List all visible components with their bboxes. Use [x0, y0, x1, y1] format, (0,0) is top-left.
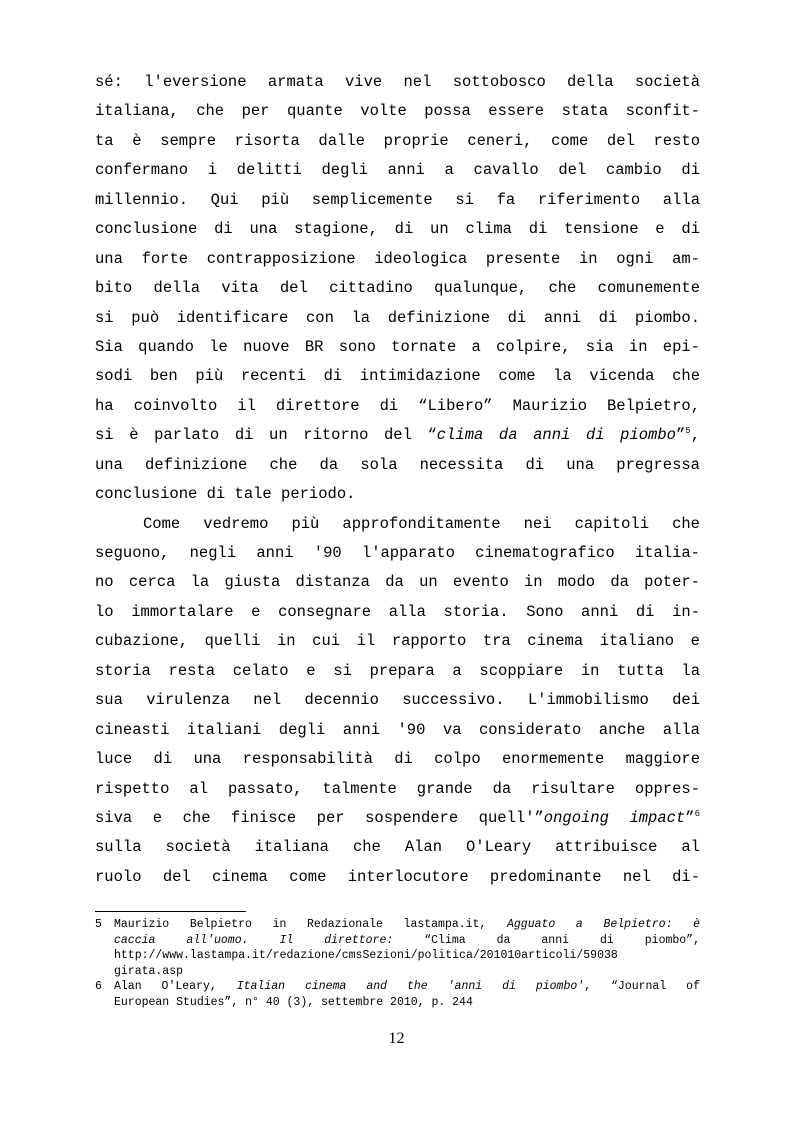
footnote-number: 6	[95, 980, 102, 994]
footnote-6	[95, 979, 700, 1010]
text-line: si può identificare con la definizione di anni di piombo.	[95, 308, 700, 327]
body-text	[95, 68, 700, 892]
footnote-ref[interactable]: 5	[685, 426, 691, 437]
text-run: ,	[690, 426, 700, 445]
text-line: Come vedremo più approfonditamente nei capitoli che	[143, 514, 700, 533]
text-line: storia resta celato e si prepara a scoppiare in tutta la	[95, 661, 700, 680]
text-line: bito della vita del cittadino qualunque, che comunemente	[95, 279, 700, 298]
text-run: si è parlato di un ritorno del “	[95, 426, 437, 445]
url-text[interactable]: http://www.lastampa.it/redazione/cmsSezioni/politica/201010articoli/59038	[114, 949, 618, 963]
text-line: italiana, che per quante volte possa essere stata sconfit-	[95, 102, 700, 121]
text-line: rispetto al passato, talmente grande da risultare oppres-	[95, 779, 700, 798]
text-line: una forte contrapposizione ideologica presente in ogni am-	[95, 249, 700, 268]
text-line: millennio. Qui più semplicemente si fa riferimento alla	[95, 190, 700, 209]
footnote-number: 5	[95, 918, 102, 931]
quoted-phrase: ongoing impact	[543, 808, 686, 827]
text-line: no cerca la giusta distanza da un evento in modo da poter-	[95, 573, 700, 592]
footnote-url-line[interactable]	[114, 964, 700, 980]
quoted-phrase: clima da anni di piombo	[436, 426, 676, 445]
text-run: ”	[685, 808, 695, 827]
text-line: cubazione, quelli in cui il rapporto tra cinema italiano e	[95, 632, 700, 651]
text-line: conclusione di una stagione, di un clima di tensione e di	[95, 220, 700, 239]
text-run: European Studies”, n° 40 (3), settembre 2010, p. 244	[114, 995, 473, 1009]
text-line: sua virulenza nel decennio successivo. L'immobilismo dei	[95, 691, 700, 710]
text-line: sé: l'eversione armata vive nel sottobosco della società	[95, 73, 700, 91]
text-line: conclusione di tale periodo.	[95, 485, 356, 504]
footnote-url-line[interactable]	[114, 948, 700, 964]
footnote-line	[114, 979, 700, 995]
footnote-separator	[95, 911, 246, 912]
text-line: cineasti italiani degli anni '90 va considerato anche alla	[95, 720, 700, 739]
text-line: luce di una responsabilità di colpo enormemente maggiore	[95, 750, 700, 769]
footnote-line	[114, 917, 700, 933]
text-run: Alan O'Leary,	[114, 980, 237, 994]
text-run: “Clima da anni di piombo”,	[393, 933, 700, 947]
text-line: sulla società italiana che Alan O'Leary attribuisce al	[95, 838, 700, 857]
text-line: ha coinvolto il direttore di “Libero” Maurizio Belpietro,	[95, 396, 700, 415]
article-title: Italian cinema and the 'anni di piombo'	[236, 980, 585, 994]
text-line: confermano i delitti degli anni a cavallo del cambio di	[95, 161, 700, 180]
footnote-line	[114, 933, 700, 949]
footnote-ref[interactable]: 6	[694, 808, 700, 819]
text-line-footnote-ref-5	[95, 421, 700, 450]
footnote-line	[114, 995, 700, 1011]
footnotes	[95, 917, 700, 1011]
url-text[interactable]: girata.asp	[114, 964, 184, 978]
article-title: Agguato a Belpietro: è	[507, 918, 701, 931]
text-line-footnote-ref-6	[95, 804, 700, 833]
text-line: lo immortalare e consegnare alla storia. Sono anni di in-	[95, 602, 700, 621]
text-line: una definizione che da sola necessita di una pregressa	[95, 455, 700, 474]
text-line: ta è sempre risorta dalle proprie ceneri, come del resto	[95, 131, 700, 150]
text-line: seguono, negli anni '90 l'apparato cinematografico italia-	[95, 544, 700, 562]
text-run: , “Journal of	[584, 980, 700, 994]
text-run: siva e che finisce per sospendere quell'”	[95, 808, 544, 827]
page-number: 12	[388, 1030, 405, 1047]
text-run: ”	[675, 426, 686, 445]
text-run: Maurizio Belpietro in Redazionale lastampa.it,	[114, 918, 507, 931]
text-line: sodi ben più recenti di intimidazione come la vicenda che	[95, 367, 700, 386]
footnote-5	[95, 917, 700, 979]
text-line: ruolo del cinema come interlocutore predominante nel di-	[95, 867, 700, 886]
text-line: Sia quando le nuove BR sono tornate a colpire, sia in epi-	[95, 337, 700, 356]
article-title: caccia all'uomo. Il direttore:	[114, 933, 394, 947]
